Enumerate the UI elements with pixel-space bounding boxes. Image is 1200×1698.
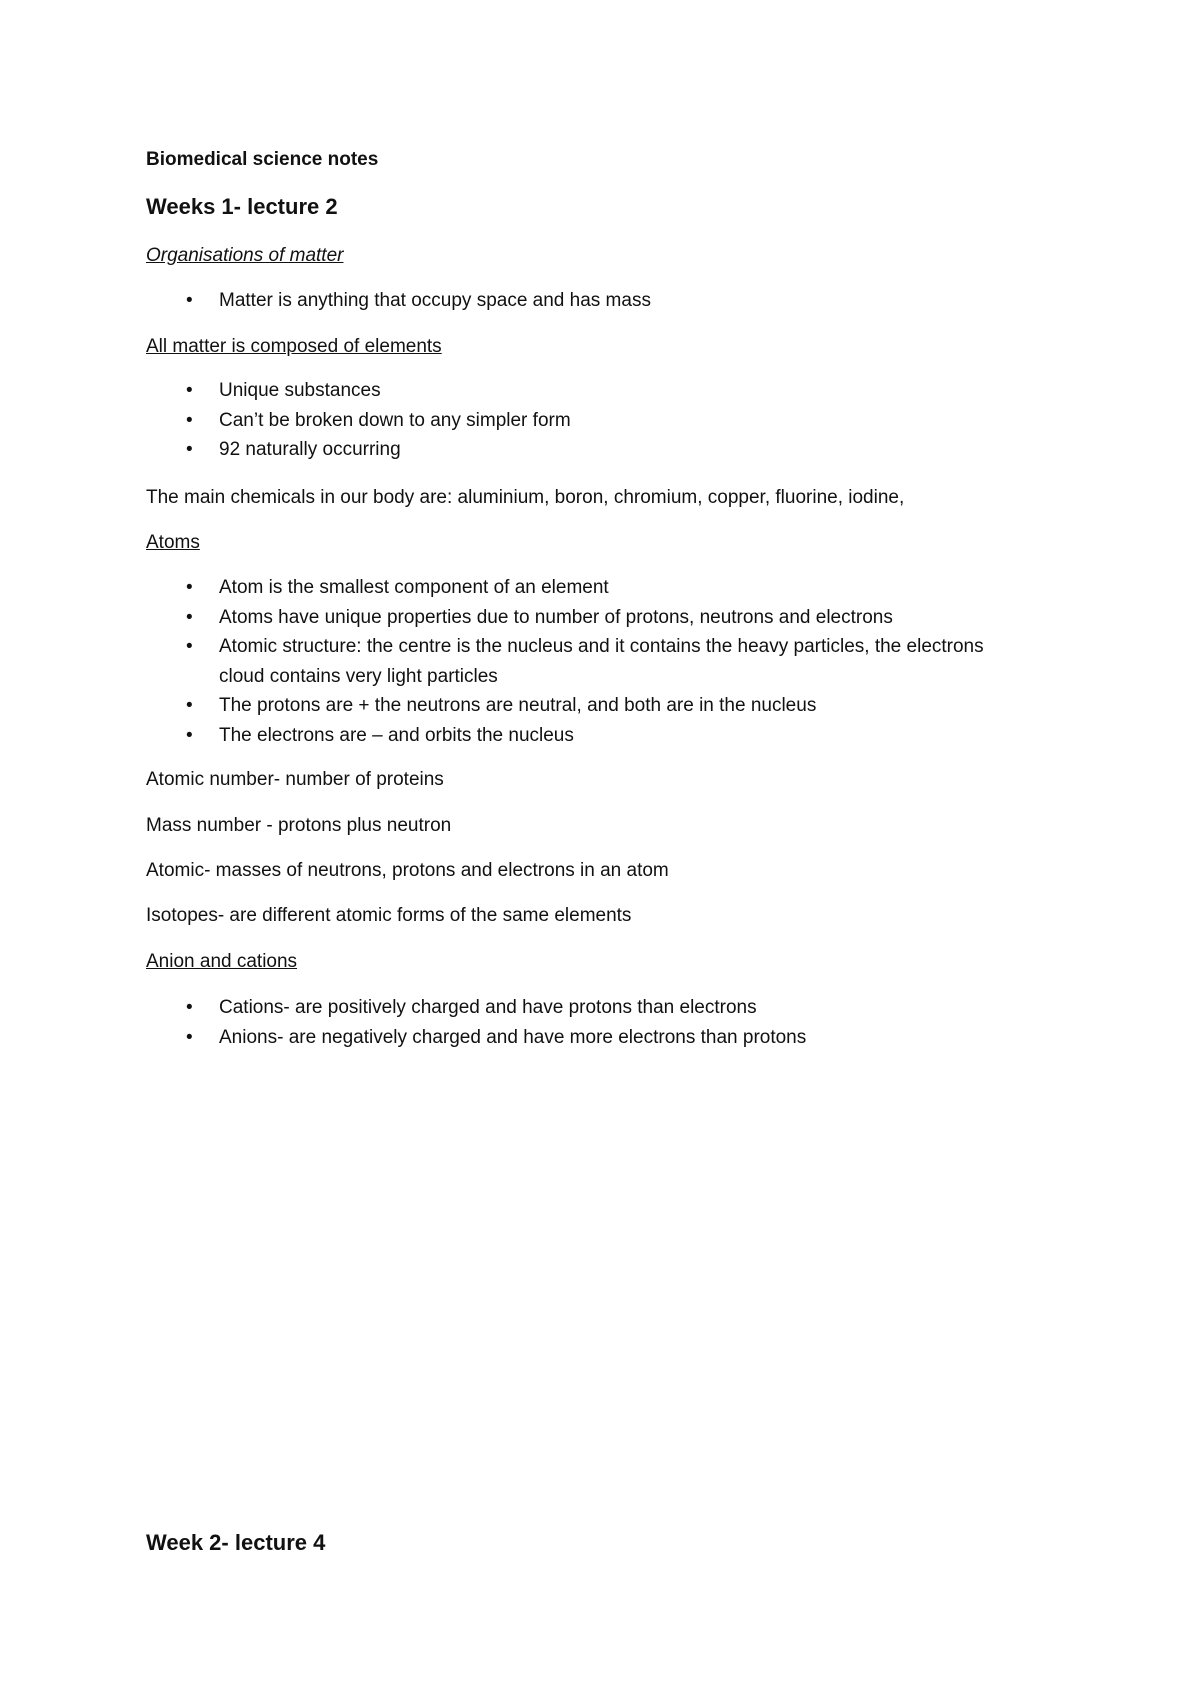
mass-number-text: Mass number - protons plus neutron	[146, 815, 452, 836]
list-item	[146, 573, 984, 603]
bullet-icon: •	[186, 577, 193, 598]
organisations-list	[146, 286, 651, 316]
list-item	[146, 691, 984, 721]
document-title: Biomedical science notes	[146, 149, 379, 170]
list-item-text: Anions- are negatively charged and have more electrons than protons	[219, 1026, 807, 1048]
list-item-text: The electrons are – and orbits the nucleus	[219, 724, 574, 746]
ions-heading: Anion and cations	[146, 951, 298, 972]
list-item	[146, 721, 984, 751]
bullet-icon: •	[186, 997, 193, 1018]
ions-list	[146, 993, 806, 1052]
list-item-text: Atoms have unique properties due to number of protons, neutrons and electrons	[219, 606, 893, 628]
isotopes-text: Isotopes- are different atomic forms of the same elements	[146, 905, 632, 926]
list-item	[146, 632, 984, 691]
list-item-text: Can’t be broken down to any simpler form	[219, 409, 571, 431]
organisations-heading: Organisations of matter	[146, 245, 344, 266]
bullet-icon: •	[186, 606, 193, 628]
week2-heading: Week 2- lecture 4	[146, 1530, 326, 1555]
elements-heading: All matter is composed of elements	[146, 336, 442, 357]
bullet-icon: •	[186, 724, 193, 746]
list-item-text: 92 naturally occurring	[219, 439, 401, 460]
atomic-number-text: Atomic number- number of proteins	[146, 769, 444, 790]
bullet-icon: •	[186, 409, 193, 431]
week1-heading: Weeks 1- lecture 2	[146, 194, 338, 219]
bullet-icon: •	[186, 439, 193, 460]
list-item	[146, 603, 984, 633]
bullet-icon: •	[186, 380, 193, 401]
bullet-icon: •	[186, 695, 193, 716]
list-item-text: Unique substances	[219, 380, 381, 401]
atoms-list	[146, 573, 984, 750]
list-item-text: Atom is the smallest component of an element	[219, 577, 609, 598]
elements-list	[146, 376, 571, 465]
bullet-icon: •	[186, 636, 193, 657]
list-item	[146, 1023, 806, 1053]
list-item-text-continued: cloud contains very light particles	[219, 665, 498, 687]
list-item-text: Matter is anything that occupy space and has mass	[219, 290, 651, 311]
list-item-text: Atomic structure: the centre is the nucleus and it contains the heavy particles, the electrons	[219, 636, 984, 657]
bullet-icon: •	[186, 290, 193, 311]
list-item-text: The protons are + the neutrons are neutral, and both are in the nucleus	[219, 695, 817, 716]
main-chemicals-text: The main chemicals in our body are: aluminium, boron, chromium, copper, fluorine, iodine,	[146, 487, 905, 508]
bullet-icon: •	[186, 1026, 193, 1048]
list-item-text: Cations- are positively charged and have protons than electrons	[219, 997, 757, 1018]
list-item	[146, 993, 806, 1023]
atoms-heading: Atoms	[146, 532, 200, 553]
list-item	[146, 286, 651, 316]
list-item	[146, 406, 571, 436]
list-item	[146, 376, 571, 406]
atomic-masses-text: Atomic- masses of neutrons, protons and electrons in an atom	[146, 860, 669, 881]
list-item	[146, 435, 571, 465]
